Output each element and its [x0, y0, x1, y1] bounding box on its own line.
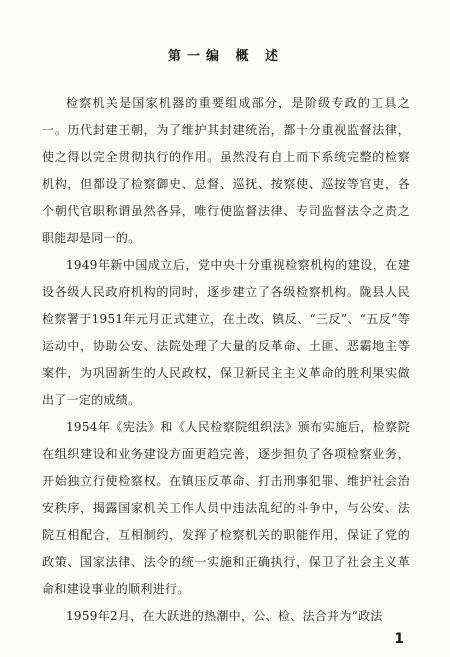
paragraph-4: 1959年2月，在大跃进的热潮中，公、检、法合并为“政法: [66, 609, 383, 623]
paragraph-1: 检察机关是国家机器的重要组成部分，是阶级专政的工具之一。历代封建王朝，为了维护其封建统治，都十分重视监督法律，使之得以完全贯彻执行的作用。虽然没有自上而下系统完整的检察机构，但都设了检察御史、总督、巡抚、按察使、巡按等官吏，各个朝代官职称谓虽然各异，唯行使监督法律、专司监督法令之责之职能却是同一的。: [42, 96, 410, 245]
paragraph-2: 1949年新中国成立后，党中央十分重视检察机构的建设，在建设各级人民政府机构的同时，逐步建立了各级检察机构。陇县人民检察署于1951年元月正式建立，在土改、镇反、“三反”、“五反”等运动中，协助公安、法院处理了大量的反革命、土匪、恶霸地主等案件，为巩固新生的人民政权，保卫新民主主义革命的胜利果实做出了一定的成绩。: [42, 258, 410, 407]
chapter-title: 第一编 概 述: [167, 49, 285, 64]
page-number: 1: [394, 631, 404, 647]
paragraph-3: 1954年《宪法》和《人民检察院组织法》颁布实施后，检察院在组织建设和业务建设方面更趋完善，逐步担负了各项检察业务，开始独立行使检察权。在镇压反革命、打击刑事犯罪、维护社会治安秩序，揭露国家机关工作人员中违法乱纪的斗争中，与公安、法院互相配合，互相制约，发挥了检察机关的职能作用，保证了党的政策、国家法律、法令的统一实施和正确执行，保卫了社会主义革命和建设事业的顺利进行。: [42, 420, 410, 596]
